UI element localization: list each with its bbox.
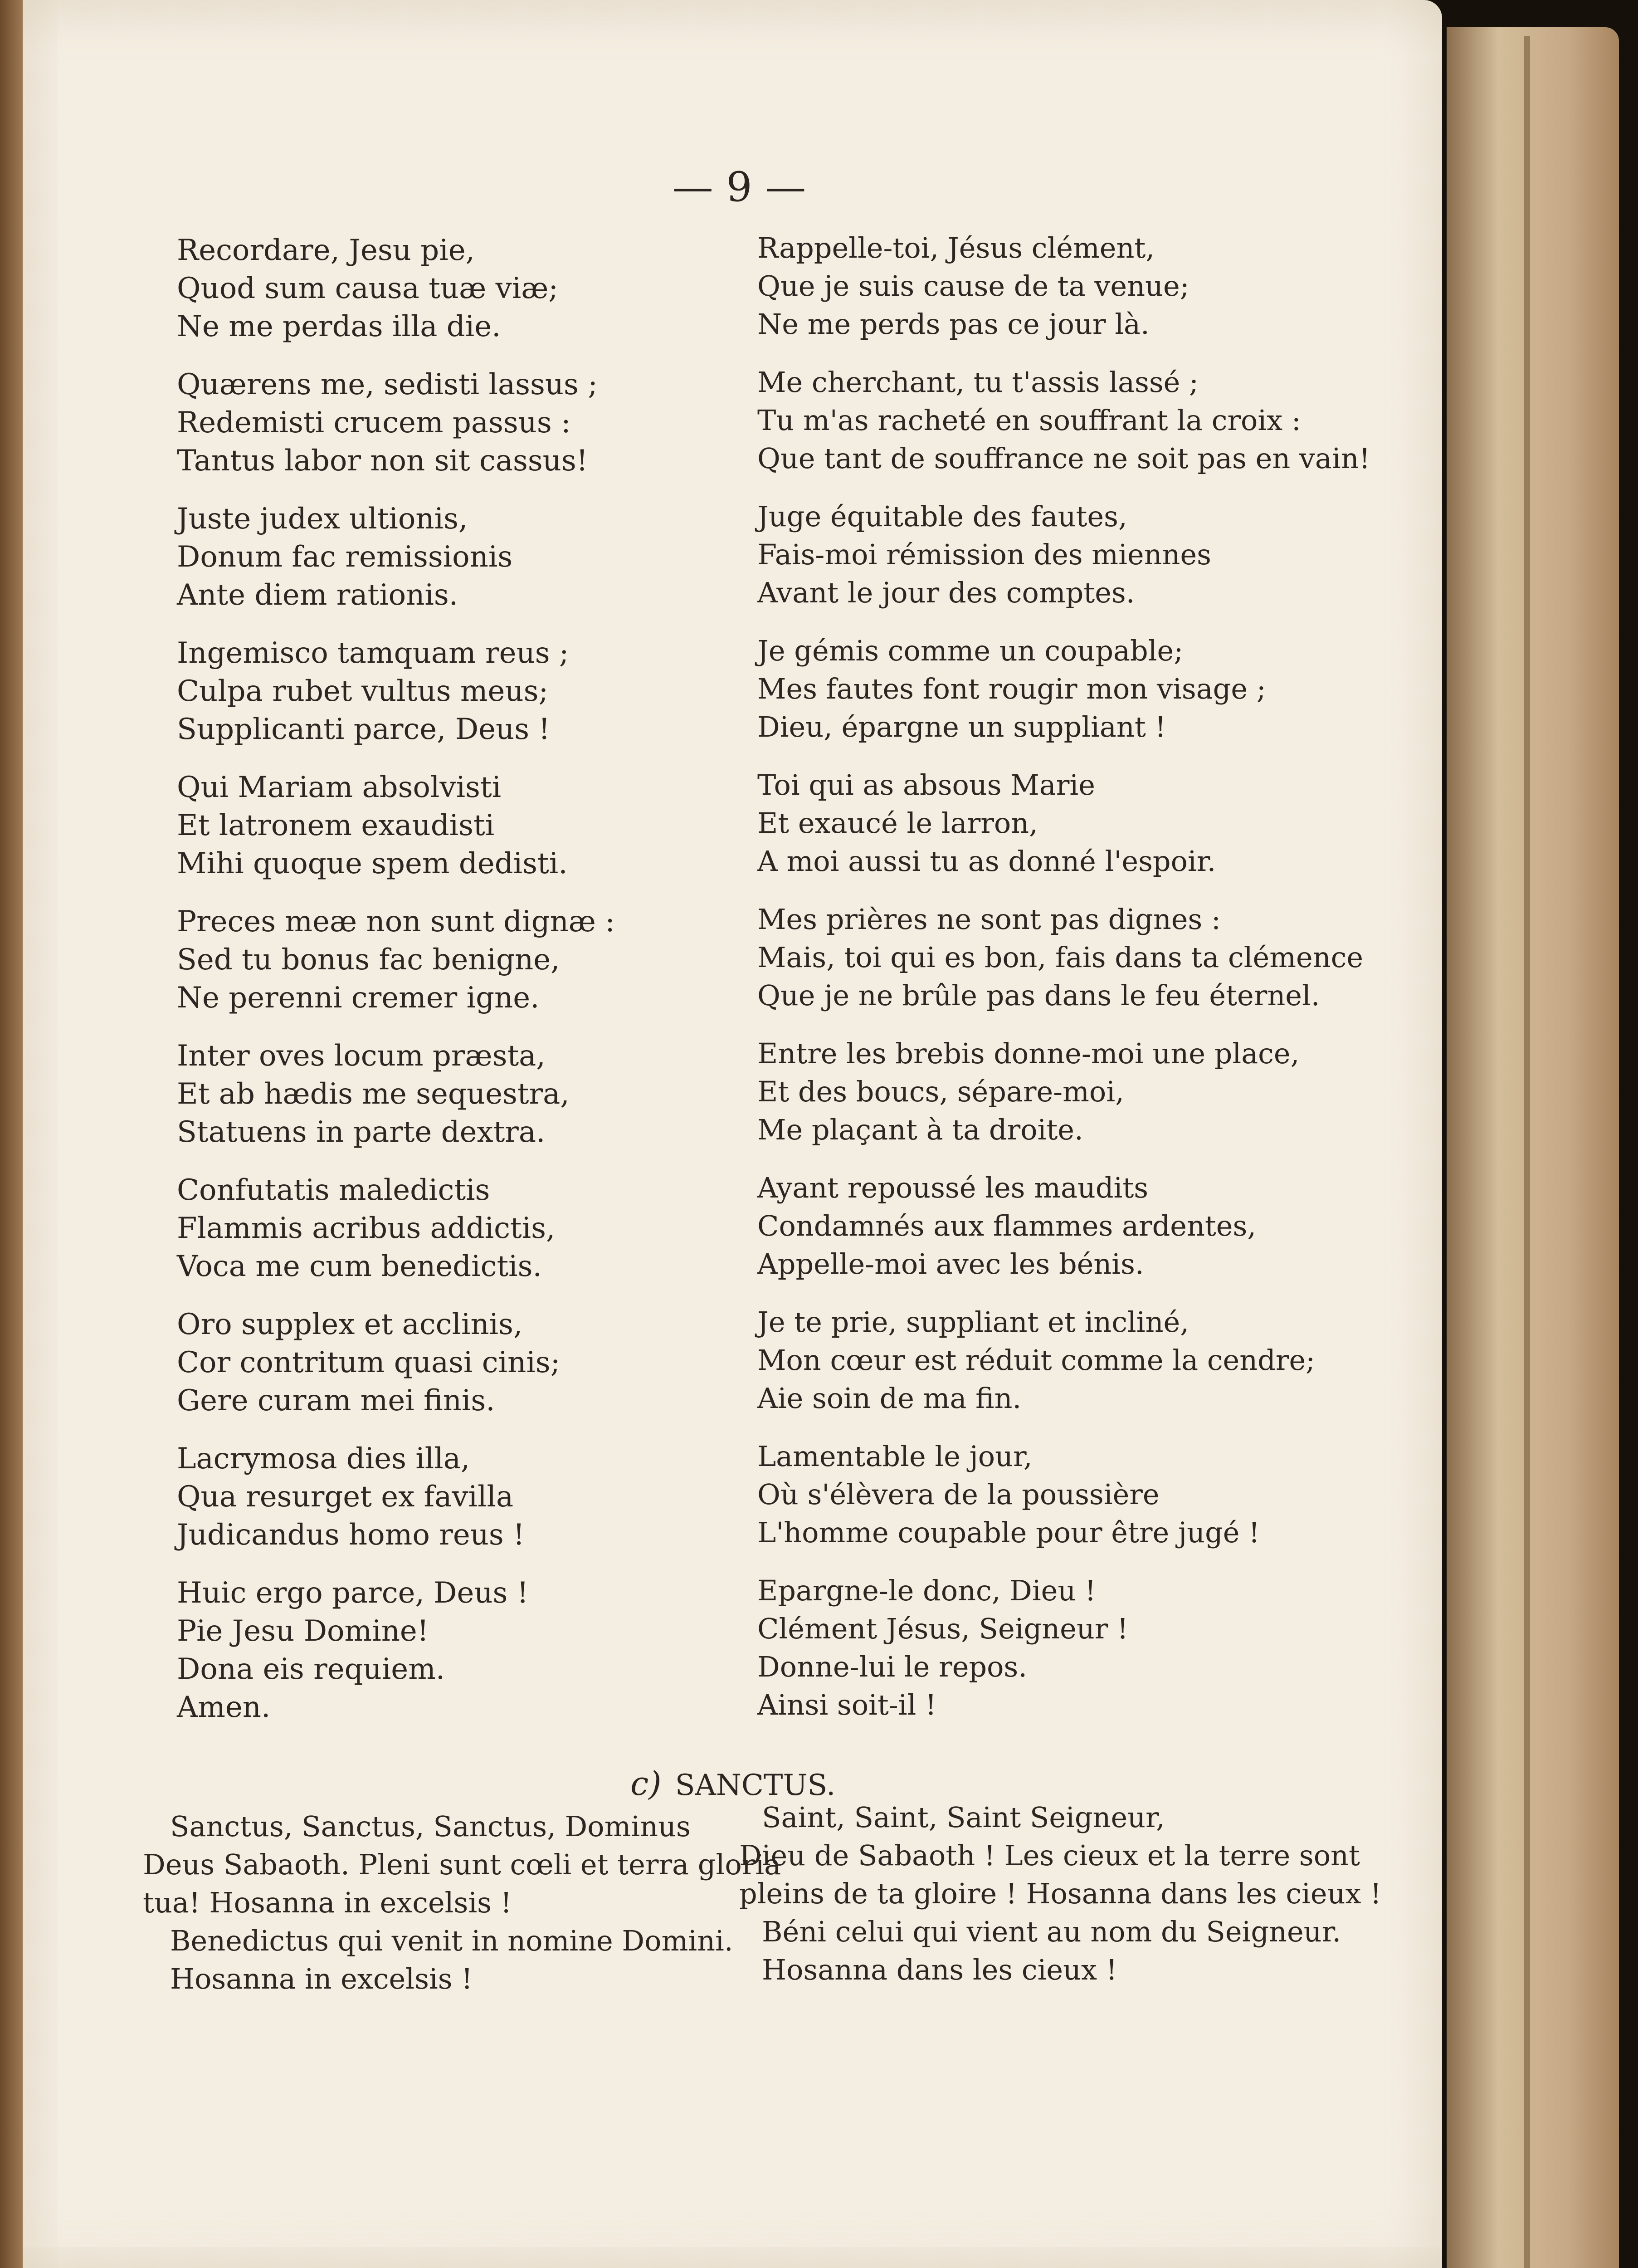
french-line: Appelle-moi avec les bénis. [757,1247,1144,1281]
latin-line: Cor contritum quasi cinis; [177,1346,561,1379]
sanctus-heading [630,1765,857,1803]
french-line: Tu m'as racheté en souffrant la croix : [757,404,1301,437]
latin-stanza [177,634,748,748]
sanctus-latin-line: Deus Sabaoth. Pleni sunt cœli et terra gloria [143,1848,781,1881]
french-column [757,229,1374,1744]
latin-line: Recordare, Jesu pie, [177,234,475,267]
french-stanza [757,1437,1374,1552]
latin-column [177,231,748,1746]
french-stanza [757,363,1374,478]
french-line: Fais-moi rémission des miennes [757,538,1211,571]
latin-line: Lacrymosa dies illa, [177,1442,470,1476]
sanctus-latin-line: Benedictus qui venit in nomine Domini. [170,1924,733,1957]
latin-stanza [177,1440,748,1554]
latin-line: Sed tu bonus fac benigne, [177,943,560,977]
latin-line: Judicandus homo reus ! [177,1518,525,1552]
latin-line: Qua resurget ex favilla [177,1480,514,1514]
french-line: Donne-lui le repos. [757,1650,1027,1683]
latin-line: Quod sum causa tuæ viæ; [177,272,558,305]
latin-line: Inter oves locum præsta, [177,1039,546,1073]
latin-line: Amen. [177,1691,271,1724]
latin-line: Mihi quoque spem dedisti. [177,847,568,880]
latin-stanza [177,1171,748,1286]
latin-stanza [177,903,748,1017]
french-line: Mon cœur est réduit comme la cendre; [757,1344,1316,1377]
french-line: Toi qui as absous Marie [757,768,1095,802]
french-line: Je gémis comme un coupable; [757,634,1184,667]
french-line: Me plaçant à ta droite. [757,1113,1083,1146]
french-line: Je te prie, suppliant et incliné, [757,1305,1189,1339]
latin-line: Juste judex ultionis, [177,502,468,536]
latin-line: Dona eis requiem. [177,1652,445,1686]
latin-stanza [177,231,748,346]
sanctus-latin-line: tua! Hosanna in excelsis ! [143,1886,512,1919]
french-line: Où s'élèvera de la poussière [757,1478,1160,1511]
latin-line: Statuens in parte dextra. [177,1115,546,1149]
latin-line: Ante diem rationis. [177,578,458,612]
sanctus-french-line: Saint, Saint, Saint Seigneur, [762,1801,1165,1834]
french-line: Et exaucé le larron, [757,807,1038,840]
latin-line: Tantus labor non sit cassus! [177,444,588,478]
french-line: Mes fautes font rougir mon visage ; [757,672,1266,705]
french-line: Epargne-le donc, Dieu ! [757,1574,1096,1607]
latin-line: Pie Jesu Domine! [177,1614,429,1648]
sanctus-french-line: pleins de ta gloire ! Hosanna dans les cieux ! [739,1877,1382,1910]
latin-line: Preces meæ non sunt dignæ : [177,905,615,938]
french-stanza [757,900,1374,1015]
french-line: Que tant de souffrance ne soit pas en vain! [757,442,1370,475]
french-line: Avant le jour des comptes. [757,576,1135,609]
french-stanza [757,1572,1374,1724]
french-line: Clément Jésus, Seigneur ! [757,1612,1129,1645]
latin-line: Quærens me, sedisti lassus ; [177,368,598,401]
latin-stanza [177,366,748,480]
french-line: Rappelle-toi, Jésus clément, [757,231,1155,264]
french-stanza [757,229,1374,343]
french-line: Condamnés aux flammes ardentes, [757,1209,1257,1242]
latin-line: Culpa rubet vultus meus; [177,675,548,708]
latin-line: Gere curam mei finis. [177,1384,495,1418]
sanctus-latin-line: Hosanna in excelsis ! [170,1962,473,1995]
underlying-page-edge [1447,27,1619,2268]
french-line: Ainsi soit-il ! [757,1688,937,1721]
french-line: Que je suis cause de ta venue; [757,269,1190,303]
latin-stanza [177,1305,748,1420]
latin-line: Oro supplex et acclinis, [177,1308,523,1341]
french-line: L'homme coupable pour être jugé ! [757,1516,1260,1549]
page-stack-edge [1524,36,1530,2268]
french-line: Aie soin de ma fin. [757,1382,1022,1415]
sanctus-french-line: Hosanna dans les cieux ! [762,1953,1117,1986]
french-stanza [757,766,1374,880]
latin-line: Huic ergo parce, Deus ! [177,1576,529,1610]
latin-stanza [177,1037,748,1151]
latin-line: Donum fac remissionis [177,540,513,574]
sanctus-french-line: Béni celui qui vient au nom du Seigneur. [762,1915,1341,1948]
book-page [23,0,1442,2268]
latin-line: Ingemisco tamquam reus ; [177,636,569,670]
sanctus-french-text [739,1799,1383,1989]
latin-line: Redemisti crucem passus : [177,406,571,440]
sanctus-latin-text [143,1808,781,1998]
french-line: Mais, toi qui es bon, fais dans ta clémence [757,941,1364,974]
french-stanza [757,498,1374,612]
french-stanza [757,1303,1374,1418]
latin-line: Confutatis maledictis [177,1173,490,1207]
latin-line: Et ab hædis me sequestra, [177,1077,570,1111]
sanctus-french-line: Dieu de Sabaoth ! Les cieux et la terre sont [739,1839,1360,1872]
latin-line: Supplicanti parce, Deus ! [177,713,551,746]
latin-stanza [177,1574,748,1726]
french-stanza [757,1035,1374,1149]
french-line: Que je ne brûle pas dans le feu éternel. [757,979,1320,1012]
french-line: A moi aussi tu as donné l'espoir. [757,845,1216,878]
french-line: Ayant repoussé les maudits [757,1171,1149,1204]
section-marker: c) [630,1765,662,1803]
french-line: Ne me perds pas ce jour là. [757,308,1150,341]
french-line: Juge équitable des fautes, [757,500,1127,533]
latin-line: Voca me cum benedictis. [177,1250,542,1283]
french-line: Lamentable le jour, [757,1440,1033,1473]
sanctus-latin-line: Sanctus, Sanctus, Sanctus, Dominus [170,1810,691,1843]
latin-line: Qui Mariam absolvisti [177,771,502,804]
french-line: Me cherchant, tu t'assis lassé ; [757,366,1199,399]
page-number: — 9 — [672,163,806,211]
latin-line: Ne perenni cremer igne. [177,981,540,1015]
french-stanza [757,1169,1374,1283]
latin-stanza [177,500,748,614]
french-line: Mes prières ne sont pas dignes : [757,903,1221,936]
french-line: Entre les brebis donne-moi une place, [757,1037,1300,1070]
french-stanza [757,632,1374,746]
latin-line: Flammis acribus addictis, [177,1212,556,1245]
latin-line: Et latronem exaudisti [177,809,495,842]
section-title: SANCTUS. [675,1769,836,1802]
latin-stanza [177,768,748,883]
french-line: Et des boucs, sépare-moi, [757,1075,1124,1108]
latin-line: Ne me perdas illa die. [177,310,501,343]
french-line: Dieu, épargne un suppliant ! [757,710,1166,743]
